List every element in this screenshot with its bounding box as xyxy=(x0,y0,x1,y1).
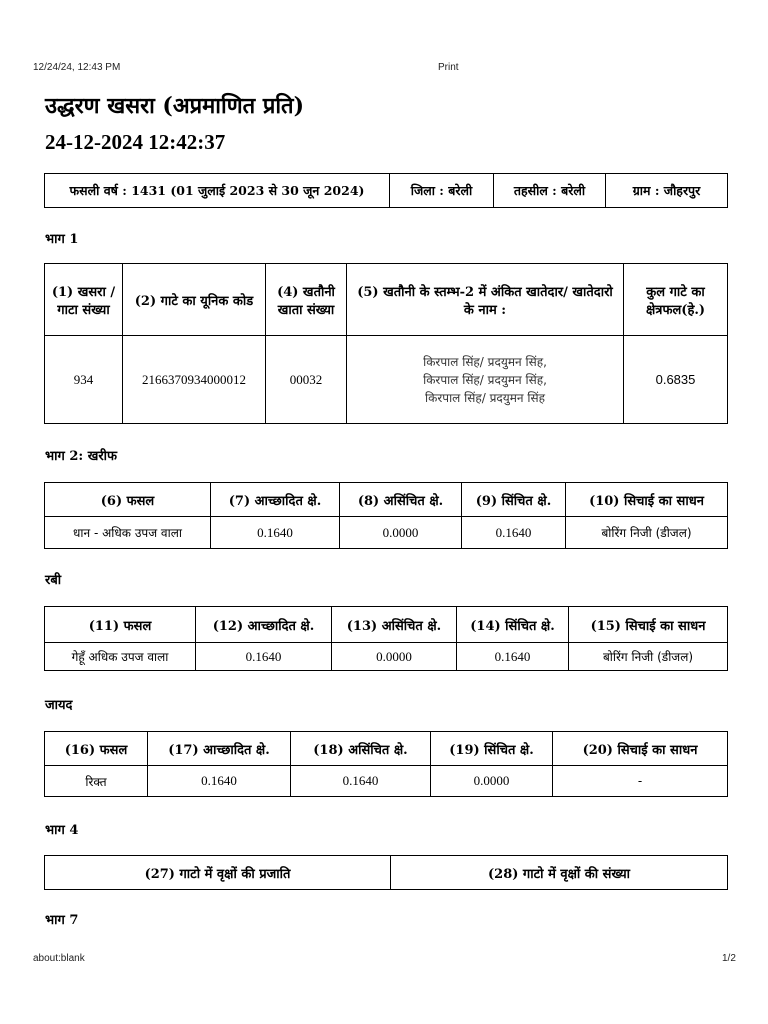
kharif-header: (8) असिंचित क्षे. xyxy=(340,483,462,517)
top-info-table xyxy=(44,173,728,208)
kharif-covered-area: 0.1640 xyxy=(211,517,340,549)
rabi-label: रबी xyxy=(45,573,62,588)
trees-table xyxy=(44,855,728,890)
rabi-crop: गेहूँ अधिक उपज वाला xyxy=(45,643,196,671)
part1-header: (2) गाटे का यूनिक कोड xyxy=(123,264,266,336)
kharif-table xyxy=(44,482,728,549)
rabi-irrigation-source: बोरिंग निजी (डीजल) xyxy=(569,643,728,671)
unique-code: 216637093400001​2 xyxy=(123,336,266,424)
print-page-title: Print xyxy=(438,62,459,73)
rabi-header: (11) फसल xyxy=(45,607,196,643)
rabi-covered-area: 0.1640 xyxy=(196,643,332,671)
zaid-irrigation-source: - xyxy=(553,766,728,797)
kharif-unirrigated-area: 0.0000 xyxy=(340,517,462,549)
kharif-irrigation-source: बोरिंग निजी (डीजल) xyxy=(566,517,728,549)
print-timestamp: 12/24/24, 12:43 PM xyxy=(33,62,121,73)
district: जिला : बरेली xyxy=(390,174,494,208)
zaid-crop: रिक्त xyxy=(45,766,148,797)
part1-header: (5) खतौनी के स्तम्भ-2 में अंकित खातेदार/ खातेदारो के नाम : xyxy=(347,264,624,336)
part1-header: (1) खसरा / गाटा संख्या xyxy=(45,264,123,336)
document-title: उद्धरण खसरा (अप्रमाणित प्रति) xyxy=(45,93,304,119)
rabi-table xyxy=(44,606,728,671)
kharif-header: (7) आच्छादित क्षे. xyxy=(211,483,340,517)
part4-label: भाग 4 xyxy=(45,823,79,838)
document-datetime: 24-12-2024 12:42:37 xyxy=(45,130,226,154)
tree-count-header: (28) गाटो में वृक्षों की संख्या xyxy=(391,856,728,890)
part1-header: कुल गाटे का क्षेत्रफल(हे.) xyxy=(624,264,728,336)
owner-name: किरपाल सिंह/ प्रदयुमन सिंह xyxy=(425,390,545,405)
zaid-unirrigated-area: 0.1640 xyxy=(291,766,431,797)
zaid-header: (18) असिंचित क्षे. xyxy=(291,732,431,766)
zaid-covered-area: 0.1640 xyxy=(148,766,291,797)
fasli-year: फसली वर्ष : 1431 (01 जुलाई 2023 से 30 जून 2024) xyxy=(45,174,390,208)
zaid-irrigated-area: 0.0000 xyxy=(431,766,553,797)
part2-label: भाग 2: खरीफ xyxy=(45,449,118,464)
khata-number: 00032 xyxy=(266,336,347,424)
rabi-irrigated-area: 0.1640 xyxy=(457,643,569,671)
village: ग्राम : जौहरपुर xyxy=(606,174,728,208)
zaid-label: जायद xyxy=(45,698,73,713)
kharif-header: (10) सिचाई का साधन xyxy=(566,483,728,517)
part1-table xyxy=(44,263,728,424)
zaid-table xyxy=(44,731,728,797)
total-area: 0.6835 xyxy=(624,336,728,424)
zaid-header: (19) सिंचित क्षे. xyxy=(431,732,553,766)
rabi-header: (13) असिंचित क्षे. xyxy=(332,607,457,643)
page-counter: 1/2 xyxy=(722,953,736,964)
kharif-crop: धान - अधिक उपज वाला xyxy=(45,517,211,549)
rabi-header: (14) सिंचित क्षे. xyxy=(457,607,569,643)
khasra-number: 934 xyxy=(45,336,123,424)
part1-header: (4) खतौनी खाता संख्या xyxy=(266,264,347,336)
kharif-header: (9) सिंचित क्षे. xyxy=(462,483,566,517)
rabi-unirrigated-area: 0.0000 xyxy=(332,643,457,671)
owner-name: किरपाल सिंह/ प्रदयुमन सिंह, xyxy=(423,372,547,387)
tehsil: तहसील : बरेली xyxy=(494,174,606,208)
print-url: about:blank xyxy=(33,953,85,964)
part7-label: भाग 7 xyxy=(45,913,79,928)
zaid-header: (20) सिचाई का साधन xyxy=(553,732,728,766)
kharif-irrigated-area: 0.1640 xyxy=(462,517,566,549)
tree-species-header: (27) गाटो में वृक्षों की प्रजाति xyxy=(45,856,391,890)
zaid-header: (17) आच्छादित क्षे. xyxy=(148,732,291,766)
part1-label: भाग 1 xyxy=(45,232,79,247)
owner-names xyxy=(347,336,624,424)
rabi-header: (15) सिचाई का साधन xyxy=(569,607,728,643)
rabi-header: (12) आच्छादित क्षे. xyxy=(196,607,332,643)
kharif-header: (6) फसल xyxy=(45,483,211,517)
owner-name: किरपाल सिंह/ प्रदयुमन सिंह, xyxy=(423,354,547,369)
zaid-header: (16) फसल xyxy=(45,732,148,766)
